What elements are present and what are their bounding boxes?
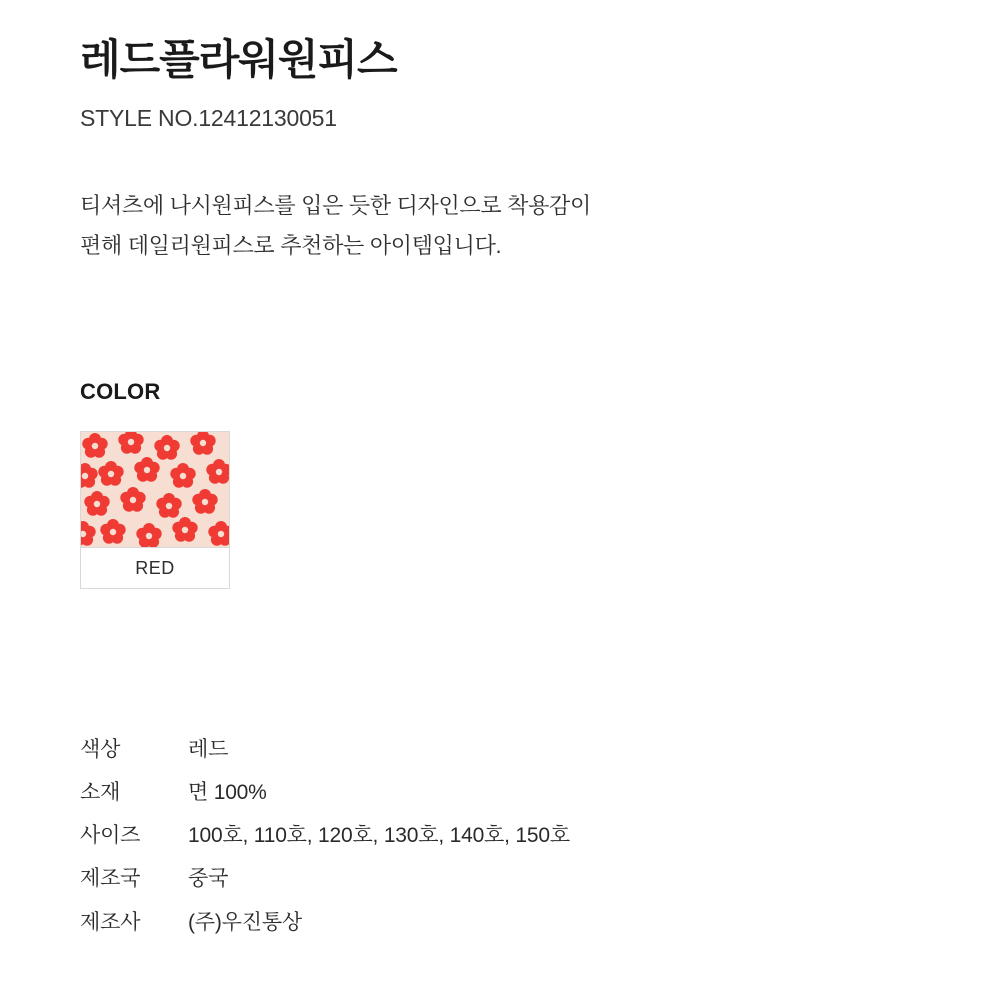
spec-value: 중국 bbox=[188, 867, 229, 891]
spec-value: 면 100% bbox=[188, 781, 267, 805]
table-row bbox=[80, 823, 570, 866]
page-title: 레드플라워원피스 bbox=[80, 36, 397, 83]
spec-value: 100호, 110호, 120호, 130호, 140호, 150호 bbox=[188, 824, 570, 848]
color-section-heading: COLOR bbox=[80, 378, 161, 404]
color-swatch-label: RED bbox=[81, 547, 229, 588]
spec-key: 제조사 bbox=[80, 910, 141, 934]
color-swatch-image[interactable] bbox=[81, 432, 229, 547]
specification-table bbox=[80, 737, 570, 953]
table-row bbox=[80, 737, 570, 780]
floral-pattern-icon bbox=[81, 432, 229, 547]
table-row bbox=[80, 780, 570, 823]
color-swatch-option[interactable] bbox=[80, 431, 230, 589]
table-row bbox=[80, 866, 570, 909]
spec-key: 색상 bbox=[80, 737, 121, 761]
description-line-2: 편해 데일리원피스로 추천하는 아이템입니다. bbox=[80, 233, 502, 259]
spec-value: (주)우진통상 bbox=[188, 910, 303, 934]
table-row bbox=[80, 910, 570, 953]
spec-value: 레드 bbox=[188, 737, 229, 761]
style-number: STYLE NO.12412130051 bbox=[80, 104, 337, 131]
product-description bbox=[80, 186, 920, 267]
description-line-1: 티셔츠에 나시원피스를 입은 듯한 디자인으로 착용감이 bbox=[80, 192, 591, 218]
spec-key: 사이즈 bbox=[80, 824, 141, 848]
spec-key: 소재 bbox=[80, 781, 121, 805]
spec-key: 제조국 bbox=[80, 867, 141, 891]
